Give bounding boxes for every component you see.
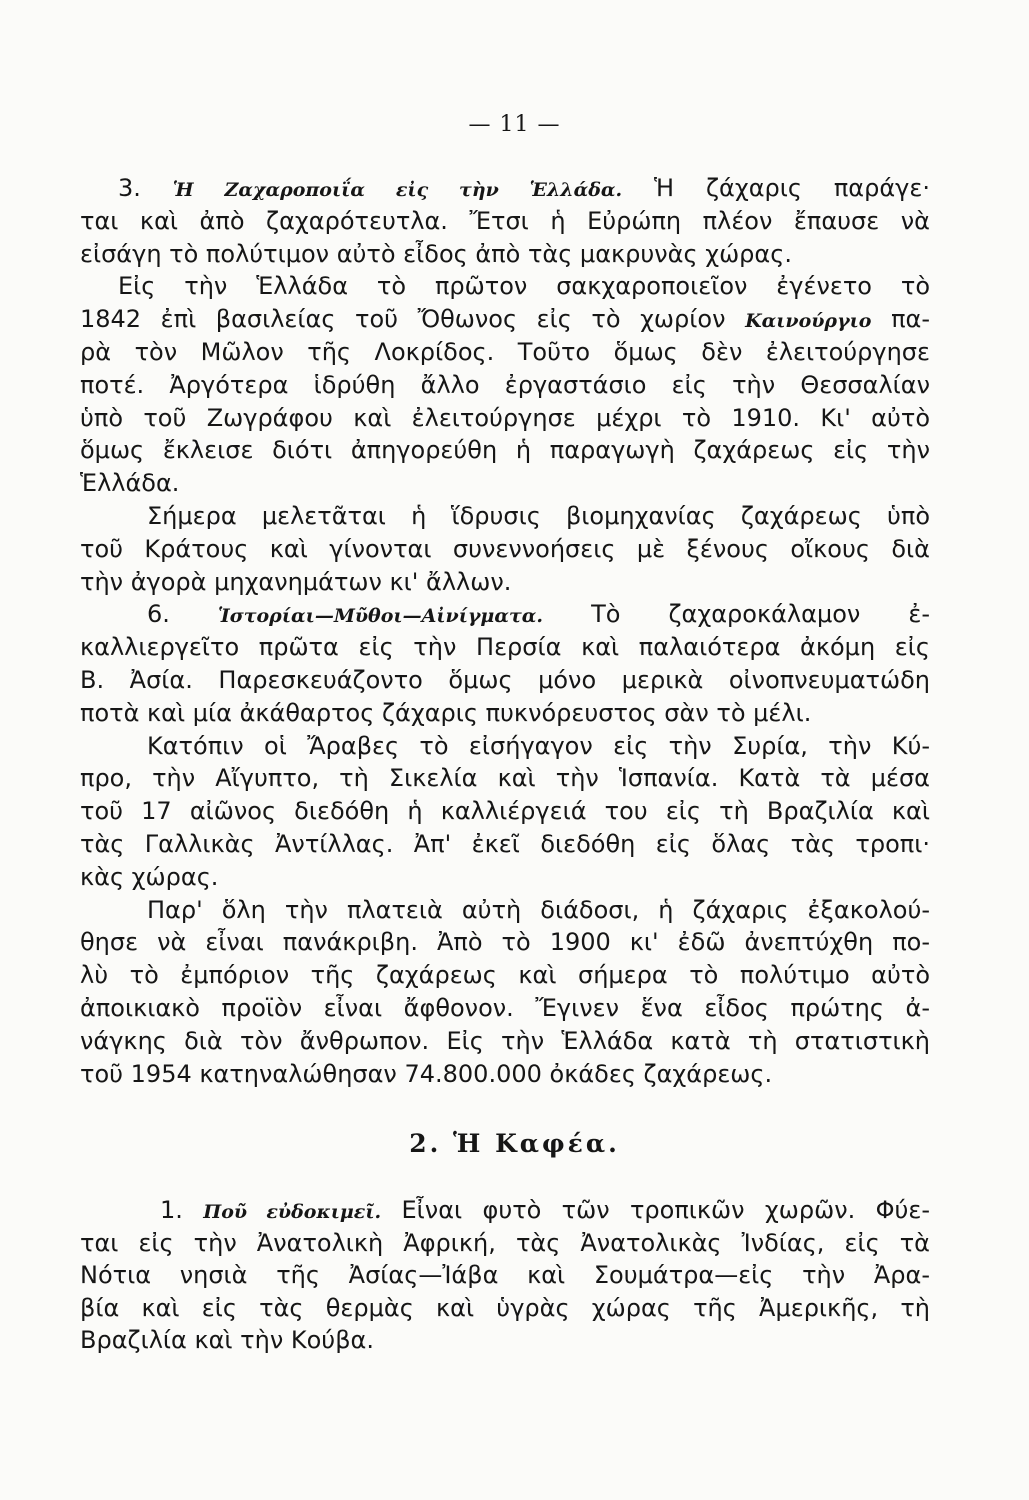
- line-text: Ἡ ζάχαρις παράγε·: [654, 174, 930, 202]
- text-line: εἰσάγη τὸ πολύτιμον αὐτὸ εἶδος ἀπὸ τὰς μακρυνὰς χώρας.: [80, 239, 792, 268]
- line-text: πα-: [891, 305, 930, 334]
- text-line: [80, 172, 930, 205]
- text-line: τοῦ Κράτους καὶ γίνονται συνεννοήσεις μὲ ξένους οἴκους διὰ: [80, 534, 930, 563]
- text-line: ἀποικιακὸ προϊὸν εἶναι ἄφθονον. Ἔγινεν ἕνα εἶδος πρώτης ἀ-: [80, 993, 930, 1022]
- text-line: Παρ' ὅλη τὴν πλατειὰ αὐτὴ διάδοσι, ἡ ζάχαρις ἐξακολού-: [147, 895, 930, 924]
- text-line: Βραζιλία καὶ τὴν Κούβα.: [80, 1326, 374, 1354]
- text-line: τοῦ 1954 κατηναλώθησαν 74.800.000 ὀκάδες ζαχάρεως.: [80, 1059, 773, 1088]
- paragraph-number: 6.: [147, 600, 170, 629]
- line-text: 1842 ἐπὶ βασιλείας τοῦ Ὄθωνος εἰς τὸ χωρίον: [80, 305, 726, 334]
- text-line: νάγκης διὰ τὸν ἄνθρωπον. Εἰς τὴν Ἑλλάδα κατὰ τὴ στατιστικὴ: [80, 1026, 930, 1055]
- text-line: προ, τὴν Αἴγυπτο, τὴ Σικελία καὶ τὴν Ἱσπανία. Κατὰ τὰ μέσα: [80, 764, 930, 793]
- chapter-heading: 2. Ἡ Καφέα.: [409, 1129, 620, 1158]
- text-line: [80, 1194, 930, 1227]
- sugar-text-block: [80, 172, 930, 1090]
- text-line: ποτὰ καὶ μία ἀκάθαρτος ζάχαρις πυκνόρευστος σὰν τὸ μέλι.: [80, 698, 812, 727]
- line-text: Τὸ ζαχαροκάλαμον ἐ-: [591, 600, 930, 629]
- page-number: — 11 —: [468, 112, 561, 137]
- coffee-text-block: [80, 1194, 930, 1357]
- paragraph-number: 1.: [160, 1196, 183, 1224]
- text-line: Β. Ἀσία. Παρεσκευάζοντο ὅμως μόνο μερικὰ οἰνοπνευματώδη: [80, 665, 930, 694]
- text-line: Κατόπιν οἱ Ἄραβες τὸ εἰσήγαγον εἰς τὴν Συρία, τὴν Κύ-: [147, 731, 930, 760]
- text-line: Νότια νησιὰ τῆς Ἀσίας—Ἰάβα καὶ Σουμάτρα—εἰς τὴν Ἀρα-: [80, 1261, 930, 1289]
- text-line: ται εἰς τὴν Ἀνατολικὴ Ἀφρική, τὰς Ἀνατολικὰς Ἰνδίας, εἰς τὰ: [80, 1228, 930, 1257]
- text-line: ποτέ. Ἀργότερα ἱδρύθη ἄλλο ἐργαστάσιο εἰς τὴν Θεσσαλίαν: [80, 370, 930, 399]
- text-line: κὰς χώρας.: [80, 862, 219, 891]
- text-line: τοῦ 17 αἰῶνος διεδόθη ἡ καλλιέργειά του εἰς τὴ Βραζιλία καὶ: [80, 797, 930, 826]
- paragraph-title: Ποῦ εὐδοκιμεῖ.: [203, 1201, 382, 1223]
- text-line: [80, 303, 930, 336]
- text-line: Εἰς τὴν Ἑλλάδα τὸ πρῶτον σακχαροποιεῖον ἐγένετο τὸ: [118, 272, 930, 301]
- text-line: βία καὶ εἰς τὰς θερμὰς καὶ ὑγρὰς χώρας τῆς Ἀμερικῆς, τὴ: [80, 1293, 930, 1322]
- paragraph-title: Ἡ Ζαχαροποιΐα εἰς τὴν Ἑλλάδα.: [172, 179, 623, 201]
- text-line: ται καὶ ἀπὸ ζαχαρότευτλα. Ἔτσι ἡ Εὐρώπη πλέον ἔπαυσε νὰ: [80, 206, 930, 235]
- text-line: Ἑλλάδα.: [80, 469, 180, 498]
- paragraph-number: 3.: [118, 174, 141, 202]
- text-line: ρὰ τὸν Μῶλον τῆς Λοκρίδος. Τοῦτο ὅμως δὲν ἐλειτούργησε: [80, 337, 930, 366]
- paragraph-title: Ἱστορίαι—Μῦθοι—Αἰνίγματα.: [217, 605, 543, 628]
- text-line: ὅμως ἔκλεισε διότι ἀπηγορεύθη ἡ παραγωγὴ ζαχάρεως εἰς τὴν: [80, 436, 930, 465]
- text-line: τὰς Γαλλικὰς Ἀντίλλας. Ἀπ' ἐκεῖ διεδόθη εἰς ὅλας τὰς τροπι·: [80, 829, 930, 858]
- text-line: τὴν ἀγορὰ μηχανημάτων κι' ἄλλων.: [80, 567, 512, 596]
- text-line: λὺ τὸ ἐμπόριον τῆς ζαχάρεως καὶ σήμερα τὸ πολύτιμο αὐτὸ: [80, 961, 930, 990]
- text-line: καλλιεργεῖτο πρῶτα εἰς τὴν Περσία καὶ παλαιότερα ἀκόμη εἰς: [80, 633, 930, 662]
- line-text: Εἶναι φυτὸ τῶν τροπικῶν χωρῶν. Φύε-: [401, 1196, 930, 1224]
- village-name: Καινούργιο: [745, 310, 872, 333]
- text-line: ὑπὸ τοῦ Ζωγράφου καὶ ἐλειτούργησε μέχρι τὸ 1910. Κι' αὐτὸ: [80, 403, 930, 432]
- text-line: θησε νὰ εἶναι πανάκριβη. Ἀπὸ τὸ 1900 κι' ἐδῶ ἀνεπτύχθη πο-: [80, 928, 930, 957]
- text-line: [80, 598, 930, 631]
- text-line: Σήμερα μελετᾶται ἡ ἵδρυσις βιομηχανίας ζαχάρεως ὑπὸ: [147, 501, 930, 530]
